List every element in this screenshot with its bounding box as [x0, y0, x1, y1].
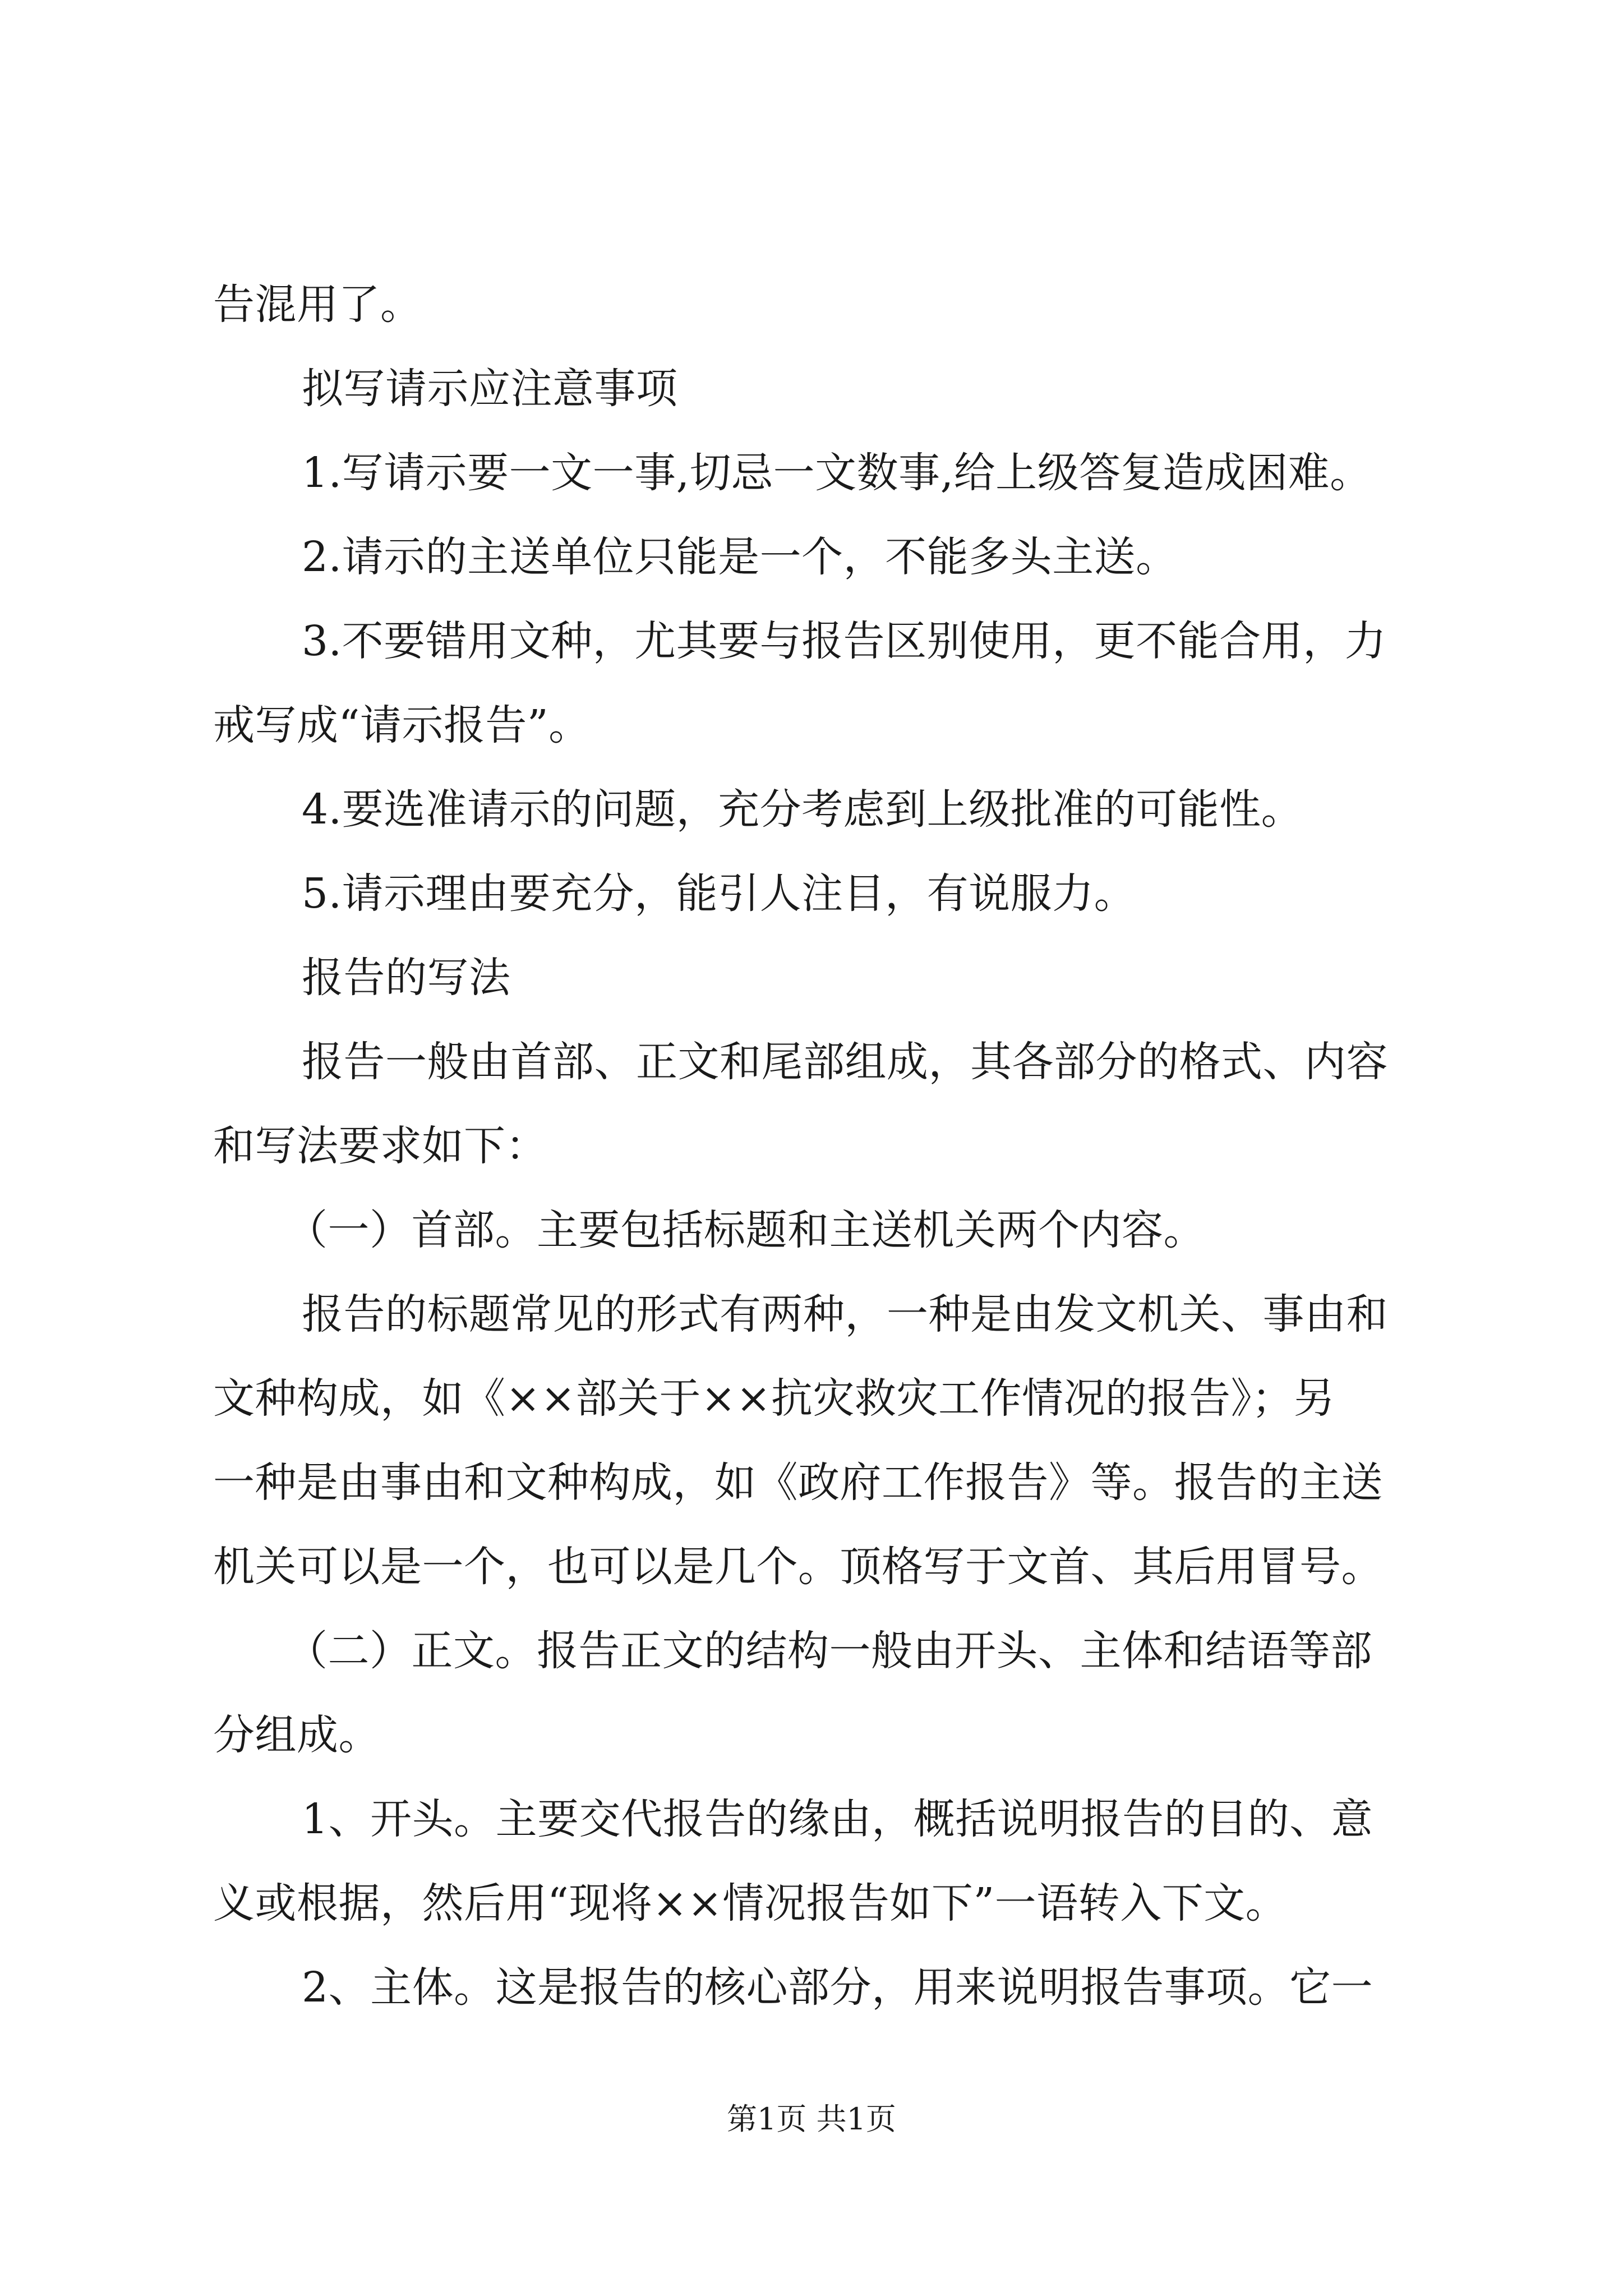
- text-line: 告混用了。: [213, 280, 422, 329]
- subsection-heading: （二）正文。报告正文的结构一般由开头、主体和结语等部: [286, 1627, 1372, 1675]
- page-footer: 第1页 共1页: [727, 2101, 896, 2137]
- text-line: 一种是由事由和文种构成，如《政府工作报告》等。报告的主送: [213, 1458, 1383, 1507]
- text-line: 文种构成，如《××部关于××抗灾救灾工作情况的报告》；另: [213, 1374, 1336, 1423]
- paragraph-line: 报告一般由首部、正文和尾部组成，其各部分的格式、内容: [302, 1038, 1388, 1086]
- text-line: 和写法要求如下：: [213, 1122, 547, 1170]
- text-line: 分组成。: [213, 1711, 380, 1759]
- section-heading: 报告的写法: [302, 954, 511, 1002]
- paragraph-line: 1、开头。主要交代报告的缘由，概括说明报告的目的、意: [302, 1795, 1373, 1843]
- paragraph-line: 2、主体。这是报告的核心部分，用来说明报告事项。它一: [302, 1963, 1373, 2012]
- text-line: 戒写成“请示报告”。: [213, 701, 591, 749]
- text-line: 义或根据，然后用“现将××情况报告如下”一语转入下文。: [213, 1879, 1288, 1927]
- document-body: [213, 263, 1413, 2030]
- subsection-heading: （一）首部。主要包括标题和主送机关两个内容。: [286, 1206, 1205, 1254]
- list-item: 1.写请示要一文一事,切忌一文数事,给上级答复造成困难。: [302, 449, 1372, 497]
- list-item: 3.不要错用文种，尤其要与报告区别使用，更不能合用，力: [302, 617, 1387, 665]
- text-line: 机关可以是一个，也可以是几个。顶格写于文首、其后用冒号。: [213, 1543, 1383, 1591]
- section-heading: 拟写请示应注意事项: [302, 365, 678, 413]
- list-item: 2.请示的主送单位只能是一个，不能多头主送。: [302, 533, 1178, 581]
- list-item: 5.请示理由要充分，能引人注目，有说服力。: [302, 869, 1136, 918]
- list-item: 4.要选准请示的问题，充分考虑到上级批准的可能性。: [302, 785, 1303, 834]
- paragraph-line: 报告的标题常见的形式有两种，一种是由发文机关、事由和: [302, 1290, 1388, 1338]
